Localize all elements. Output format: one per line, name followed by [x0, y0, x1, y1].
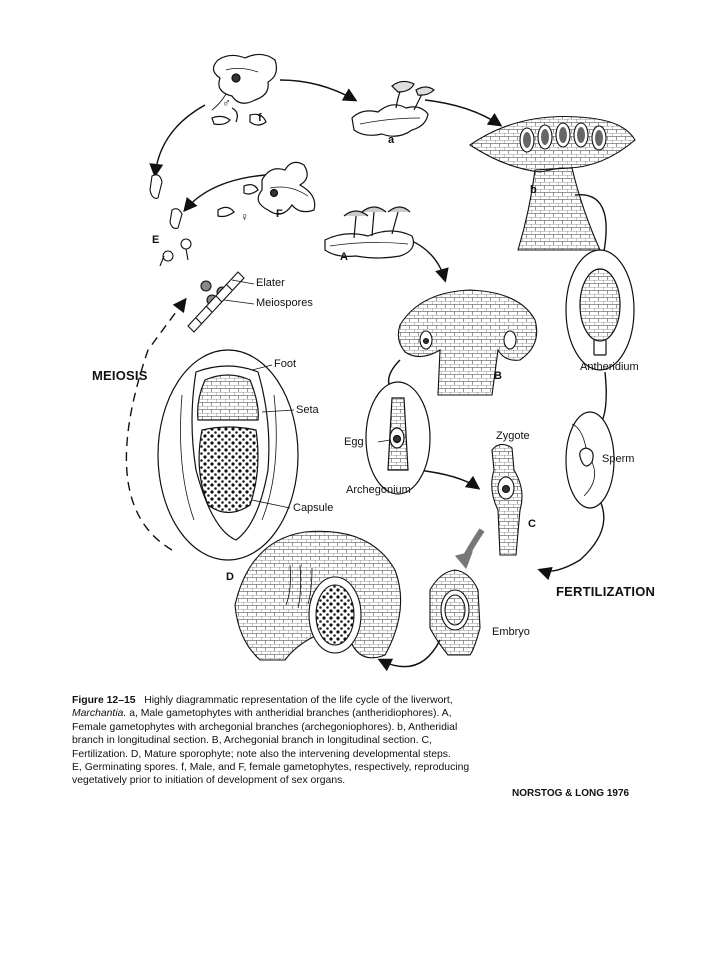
- sporophyte-oval: [158, 350, 298, 560]
- caption-genus: Marchantia.: [72, 708, 127, 720]
- label-meiospores: Meiospores: [256, 297, 313, 309]
- archegonial-branch-section: [398, 290, 536, 395]
- female-gametophyte-A: [325, 207, 414, 258]
- archegonium-oval: [366, 382, 430, 494]
- label-a: a: [388, 134, 395, 146]
- label-E: E: [152, 234, 160, 246]
- label-A: A: [340, 251, 348, 263]
- caption-text-4: branch in longitudinal section. B, Archegonial branch in longitudinal section. C,: [72, 735, 432, 747]
- caption-text-5: Fertilization. D, Mature sporophyte; note also the intervening developmental steps.: [72, 748, 451, 760]
- antheridium-oval: [566, 250, 634, 370]
- caption-text-3: Female gametophytes with archegonial branches (archegoniophores). b, Antheridial: [72, 721, 458, 733]
- receptacle-with-sporophytes: [235, 531, 401, 660]
- label-antheridium: Antheridium: [580, 361, 639, 373]
- label-F: F: [276, 208, 283, 220]
- female-gametophyte-vegetative: [218, 162, 315, 216]
- label-capsule: Capsule: [293, 502, 334, 514]
- label-D: D: [226, 571, 234, 583]
- caption-text-6: E, Germinating spores. f, Male, and F, female gametophytes, respectively, reproducing: [72, 762, 470, 774]
- antheridial-branch-section: [470, 117, 635, 250]
- male-gametophyte-a: [352, 81, 434, 136]
- elater: [188, 272, 254, 332]
- label-fertilization: FERTILIZATION: [556, 584, 656, 599]
- label-C: C: [528, 518, 536, 530]
- figure-number: Figure 12–15: [72, 695, 136, 706]
- label-zygote: Zygote: [496, 430, 530, 442]
- label-seta: Seta: [296, 404, 319, 416]
- label-b: b: [530, 184, 537, 196]
- caption-text-7: vegetatively prior to initiation of development of sex organs.: [72, 775, 346, 787]
- label-embryo: Embryo: [492, 626, 530, 638]
- label-sperm: Sperm: [602, 453, 635, 465]
- caption-text-1: Highly diagrammatic representation of the life cycle of the liverwort,: [144, 695, 453, 706]
- credit: NORSTOG & LONG 1976: [512, 788, 630, 799]
- embryo-archegonium: [430, 570, 480, 655]
- label-egg: Egg: [344, 436, 364, 448]
- figure-caption: [72, 694, 652, 788]
- germinating-spores: [150, 175, 227, 305]
- female-symbol: ♀: [240, 210, 249, 224]
- label-elater: Elater: [256, 277, 285, 289]
- male-gametophyte-vegetative: [212, 54, 276, 125]
- label-f: f: [258, 112, 262, 124]
- label-meiosis: MEIOSIS: [92, 368, 148, 383]
- label-archegonium: Archegonium: [346, 484, 411, 496]
- label-B: B: [494, 370, 502, 382]
- male-symbol: ♂: [222, 96, 231, 110]
- label-foot: Foot: [274, 358, 297, 370]
- caption-text-2: a, Male gametophytes with antheridial branches (antheridiophores). A,: [129, 708, 452, 720]
- fertilized-archegonium: [456, 444, 522, 568]
